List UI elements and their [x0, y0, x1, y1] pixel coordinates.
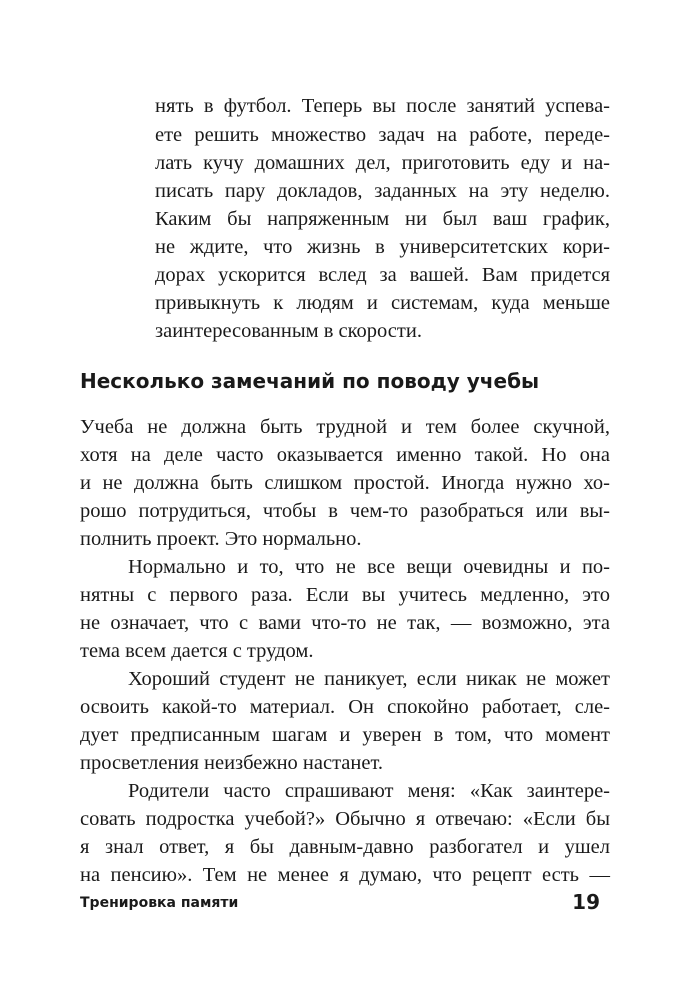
text-line: Каким бы напряженным ни был ваш график,: [155, 208, 610, 230]
text-line: и не должна быть слишком простой. Иногда нужно хо-: [80, 472, 610, 494]
text-line: рошо потрудиться, чтобы в чем-то разобраться или вы-: [80, 500, 610, 522]
text-line: привыкнуть к людям и системам, куда меньше: [155, 292, 610, 314]
running-footer-title: Тренировка памяти: [80, 895, 239, 911]
text-line: просветления неизбежно настанет.: [80, 752, 384, 774]
text-line: нять в футбол. Теперь вы после занятий успева-: [155, 95, 610, 117]
text-line: на пенсию». Тем не менее я думаю, что рецепт есть —: [80, 864, 610, 886]
text-line: Родители часто спрашивают меня: «Как заинтере-: [128, 780, 610, 802]
text-line: дует предписанным шагам и уверен в том, что момент: [80, 724, 610, 746]
text-line: заинтересованным в скорости.: [155, 320, 422, 342]
text-line: Хороший студент не паникует, если никак не может: [128, 668, 610, 690]
text-line: тема всем дается с трудом.: [80, 640, 314, 662]
text-line: освоить какой-то материал. Он спокойно работает, сле-: [80, 696, 610, 718]
text-line: я знал ответ, я бы давным-давно разбогател и ушел: [80, 836, 610, 858]
text-line: полнить проект. Это нормально.: [80, 528, 362, 550]
text-line: Нормально и то, что не все вещи очевидны и по-: [128, 556, 610, 578]
text-line: дорах ускорится вслед за вашей. Вам придется: [155, 264, 610, 286]
text-line: не означает, что с вами что-то не так, — возможно, эта: [80, 612, 610, 634]
text-line: лать кучу домашних дел, приготовить еду и на-: [155, 152, 610, 174]
page-number: 19: [572, 890, 600, 914]
text-line: нятны с первого раза. Если вы учитесь медленно, это: [80, 584, 610, 606]
section-heading: Несколько замечаний по поводу учебы: [80, 369, 540, 393]
text-line: писать пару докладов, заданных на эту неделю.: [155, 180, 610, 202]
text-line: Учеба не должна быть трудной и тем более скучной,: [80, 416, 610, 438]
text-line: не ждите, что жизнь в университетских кори-: [155, 236, 610, 258]
text-line: совать подростка учебой?» Обычно я отвечаю: «Если бы: [80, 808, 610, 830]
text-line: хотя на деле часто оказывается именно такой. Но она: [80, 444, 610, 466]
text-line: ете решить множество задач на работе, переде-: [155, 124, 610, 146]
